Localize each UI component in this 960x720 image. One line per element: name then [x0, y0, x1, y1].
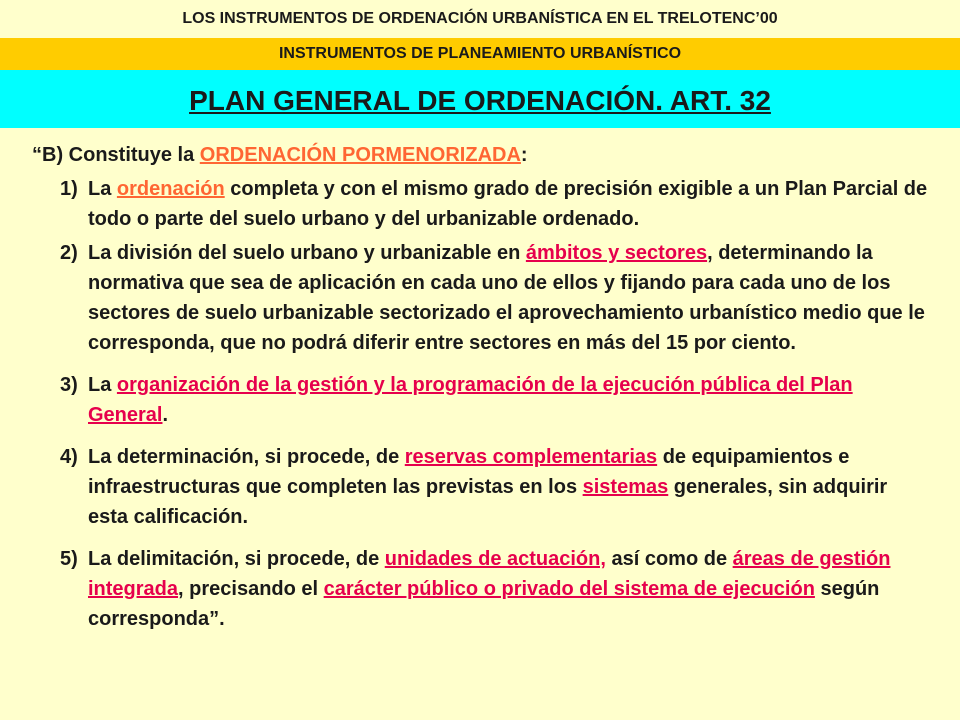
item-number: 4)	[60, 446, 78, 468]
text-segment: La determinación, si procede, de	[88, 446, 405, 468]
text-segment: La	[88, 374, 117, 396]
text-segment: .	[162, 404, 169, 426]
text-segment: completa y con el mismo grado de precisión exigible a un Plan Parcial de todo o parte del suelo urbano y del urbanizable ordenado.	[88, 178, 928, 230]
item-text	[88, 544, 930, 634]
text-segment: generales, sin adquirir esta calificación.	[88, 476, 888, 528]
item-number: 2)	[60, 242, 78, 264]
link-ordenacion-pormenorizada[interactable]: ORDENACIÓN PORMENORIZADA	[199, 144, 521, 166]
list-item-5	[60, 544, 930, 634]
item-text	[88, 174, 930, 234]
title-band	[0, 70, 960, 128]
content-area	[32, 140, 930, 634]
link-ambitos-sectores[interactable]: ámbitos y sectores	[525, 242, 708, 264]
item-number: 3)	[60, 374, 78, 396]
item-text	[88, 370, 930, 430]
link-unidades-actuacion[interactable]: unidades de actuación,	[384, 548, 606, 570]
list-item-3	[60, 370, 930, 430]
intro-text: “B) Constituye la	[32, 144, 200, 166]
link-reservas-complementarias[interactable]: reservas complementarias	[404, 446, 658, 468]
text-segment: , precisando el	[178, 578, 324, 600]
text-segment: , determinando la normativa que sea de aplicación en cada uno de ellos y fijando para cada uno de los sectores de suelo urbanizable sectorizado el aprovechamiento urbanístico medio que le corresponda, que no podrá diferir entre sectores en más del 15 por ciento.	[88, 242, 925, 354]
list-item-2	[60, 238, 930, 358]
item-number: 5)	[60, 548, 78, 570]
text-segment: La	[88, 178, 117, 200]
intro-line	[32, 140, 930, 170]
text-segment: según corresponda”.	[88, 578, 880, 630]
item-text	[88, 238, 930, 358]
link-ordenacion[interactable]: ordenación	[116, 178, 225, 200]
link-caracter-sistema[interactable]: carácter público o privado del sistema de ejecución	[323, 578, 815, 600]
text-segment: La división del suelo urbano y urbanizable en	[88, 242, 526, 264]
subtitle-band: INSTRUMENTOS DE PLANEAMIENTO URBANÍSTICO	[0, 38, 960, 70]
item-text	[88, 442, 930, 532]
link-organizacion-gestion[interactable]: organización de la gestión y la programación de la ejecución pública del Plan General	[88, 374, 853, 426]
intro-colon: :	[520, 144, 528, 166]
text-segment: de equipamientos e infraestructuras que completen las previstas en los	[88, 446, 850, 498]
top-title: LOS INSTRUMENTOS DE ORDENACIÓN URBANÍSTICA EN EL TRELOTENC’00	[0, 0, 960, 38]
main-title: PLAN GENERAL DE ORDENACIÓN. ART. 32	[189, 85, 771, 116]
item-number: 1)	[60, 178, 78, 200]
link-areas-gestion[interactable]: áreas de gestión integrada	[88, 548, 891, 600]
link-sistemas[interactable]: sistemas	[582, 476, 669, 498]
list-item-1	[60, 174, 930, 234]
text-segment: La delimitación, si procede, de	[88, 548, 385, 570]
list-item-4	[60, 442, 930, 532]
text-segment: así como de	[605, 548, 733, 570]
